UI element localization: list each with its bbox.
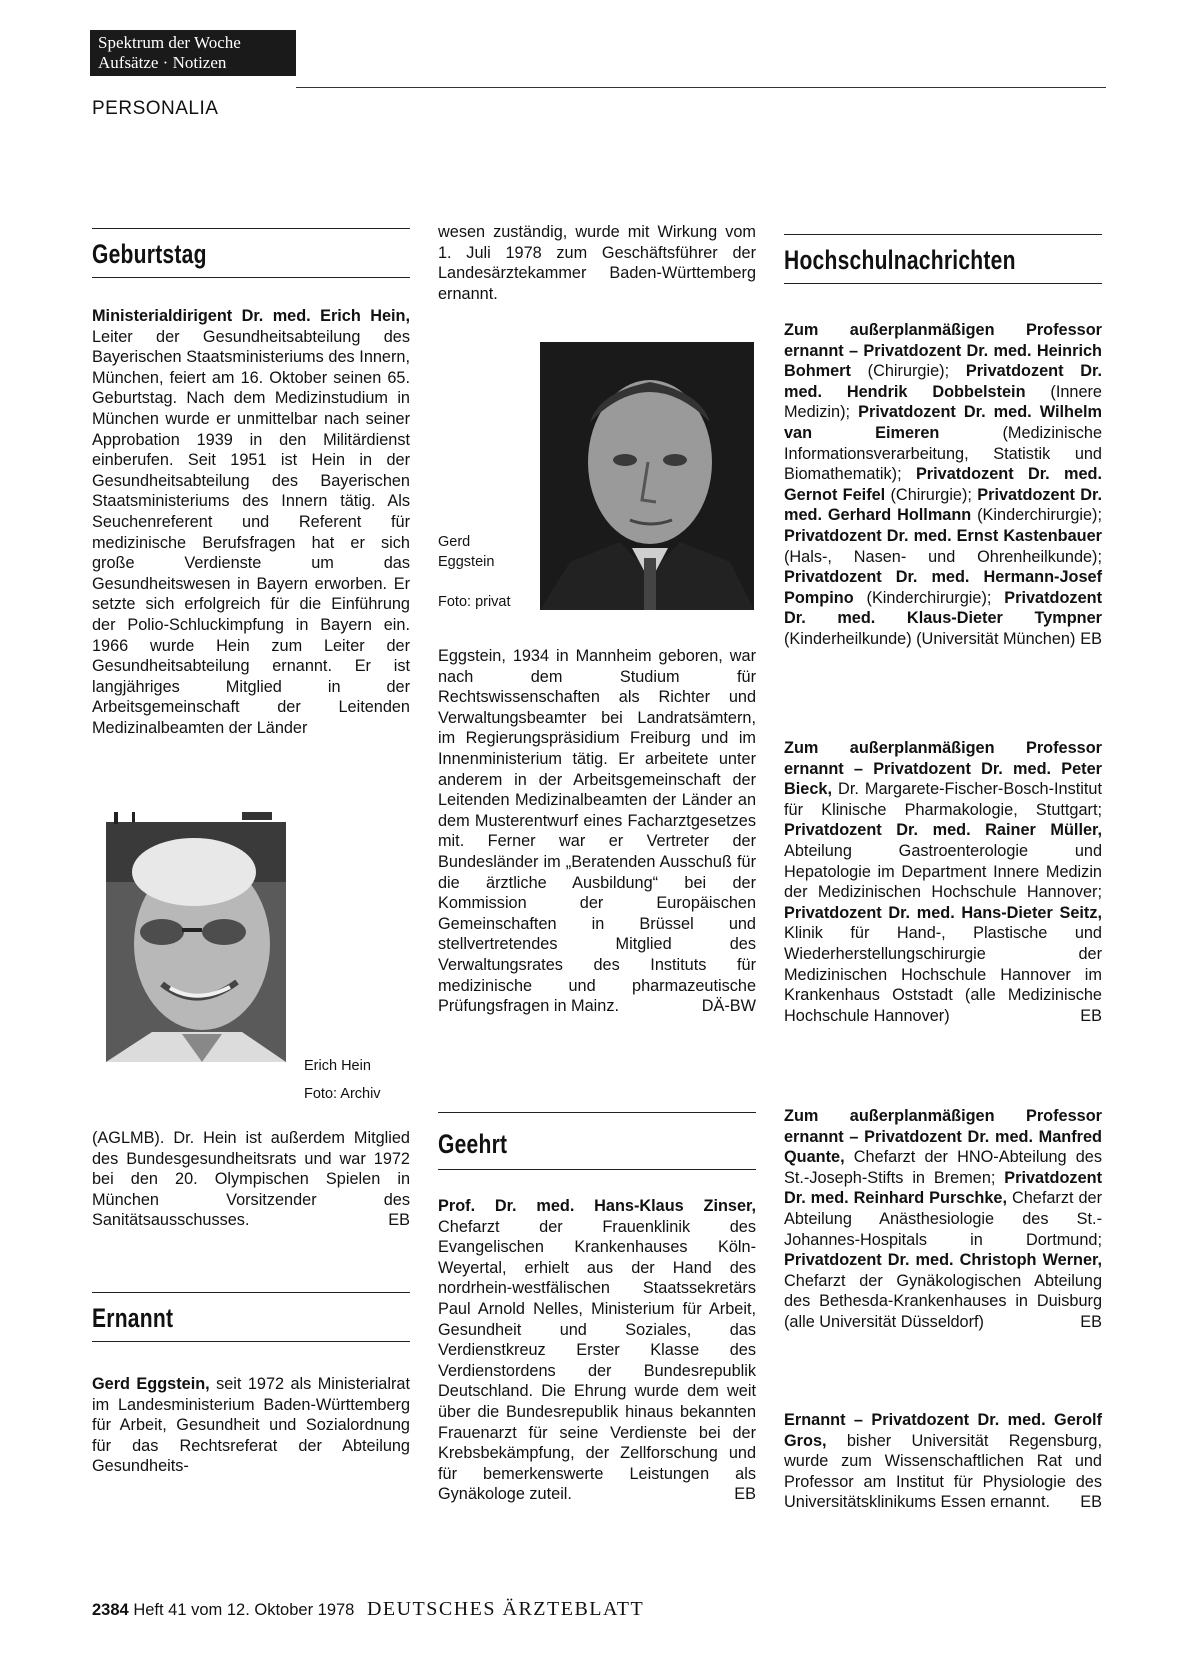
geburtstag-signature: EB bbox=[388, 1211, 410, 1230]
hochschul-paragraph-2: Zum außerplanmäßigen Professor ernannt – Privatdozent Dr. med. Peter Bieck, Dr. Margarete-Fischer-Bosch-Institut für Klinische Pharmakologie, Stuttgart; Privatdozent Dr. med. Rainer Müller, Abteilung Gastroenterologie und Hepatologie im Department Innere Medizin der Medizinischen Hochschule Hannover; Privatdozent Dr. med. Hans-Dieter Seitz, Klinik für Hand-, Plastische und Wiederherstellungschirurgie der Medizinischen Hochschule Hannover im Krankenhaus Oststadt (alle Medizinische Hochschule Hannover) EB bbox=[784, 739, 1102, 1025]
hochschul-paragraph-4: Ernannt – Privatdozent Dr. med. Gerolf Gros, bisher Universität Regensburg, wurde zum Wissenschaftlichen Rat und Professor am Institut für Physiologie des Universitätsklinikums Essen ernannt. EB bbox=[784, 1411, 1102, 1512]
zinser-name: Prof. Dr. med. Hans-Klaus Zinser, bbox=[438, 1197, 756, 1215]
geehrt-paragraph: Prof. Dr. med. Hans-Klaus Zinser, Chefarzt der Frauenklinik des Evangelischen Krankenhauses Köln-Weyertal, erhielt aus der Hand des nordrhein-westfälischen Staatssekretärs Paul Arnold Nelles, Ministerium für Arbeit, Gesundheit und Soziales, das Verdienstkreuz Erster Klasse des Verdienstordens der Bundesrepublik Deutschland. Die Ehrung wurde dem weit über die Bundesrepublik hinaus bekannten Frauenarzt für seine Verdienste bei der Krebsbekämpfung, der Zellforschung und für bemerkenswerte Leistungen als Gynäkologe zuteil. EB bbox=[438, 1197, 756, 1504]
geburtstag-title: Geburtstag bbox=[92, 239, 207, 269]
hochschul-paragraph-3: Zum außerplanmäßigen Professor ernannt – Privatdozent Dr. med. Manfred Quante, Chefarzt der HNO-Abteilung des St.-Joseph-Stifts in Bremen; Privatdozent Dr. med. Reinhard Purschke, Chefarzt der Abteilung Anästhesiologie des St.-Johannes-Hospitals in Dortmund; Privatdozent Dr. med. Christoph Werner, Chefarzt der Gynäkologischen Abteilung des Bethesda-Krankenhauses in Duisburg (alle Universität Düsseldorf) EB bbox=[784, 1107, 1102, 1331]
ernannt-signature: DÄ-BW bbox=[701, 997, 756, 1016]
page-footer bbox=[92, 1598, 644, 1621]
hochschul-signature-4: EB bbox=[1080, 1493, 1102, 1512]
geburtstag-paragraph-1: Ministerialdirigent Dr. med. Erich Hein, Leiter der Gesundheitsabteilung des Bayerischen Staatsministeriums des Innern, München, feiert am 16. Oktober seinen 65. Geburtstag. Nach dem Medizinstudium in München wurde er unmittelbar nach seiner Approbation 1939 in den Militärdienst einberufen. Seit 1951 ist Hein in der Gesundheitsabteilung des Bayerischen Staatsministeriums des Innern tätig. Als Seuchenreferent und Referent für medizinische Berufsfragen hat er sich große Verdienste um das Gesundheitswesen in Bayern erworben. Er setzte sich erfolgreich für die Einführung der Polio-Schluckimpfung in Bayern ein. 1966 wurde Hein zum Leiter der Gesundheitsabteilung ernannt. Er ist langjähriges Mitglied in der Arbeitsgemeinschaft der Leitenden Medizinalbeamten der Länder bbox=[92, 307, 410, 737]
eggstein-caption-credit: Foto: privat bbox=[438, 594, 511, 610]
header-line-1: Spektrum der Woche bbox=[98, 33, 241, 52]
eggstein-caption-first-name: Gerd bbox=[438, 534, 471, 550]
erich-hein-caption-name: Erich Hein bbox=[304, 1058, 371, 1074]
section-label: PERSONALIA bbox=[92, 98, 219, 119]
hochschul-signature-1: EB bbox=[1080, 629, 1102, 648]
geehrt-signature: EB bbox=[734, 1485, 756, 1504]
erich-hein-photo bbox=[92, 812, 292, 1062]
geburtstag-paragraph-2: (AGLMB). Dr. Hein ist außerdem Mitglied des Bundesgesundheitsrats und war 1972 bei den 20. Olympischen Spielen in München Vorsitzender des Sanitätsausschusses. EB bbox=[92, 1129, 410, 1230]
ernannt-heading bbox=[92, 1292, 410, 1342]
issue-info: Heft 41 vom 12. Oktober 1978 bbox=[133, 1601, 355, 1619]
hochschul-signature-2: EB bbox=[1080, 1006, 1102, 1025]
header-rule bbox=[296, 87, 1106, 88]
erich-hein-name: Ministerialdirigent Dr. med. Erich Hein, bbox=[92, 307, 410, 325]
geburtstag-heading bbox=[92, 228, 410, 278]
hochschul-heading bbox=[784, 234, 1102, 284]
hochschul-signature-3: EB bbox=[1080, 1312, 1102, 1331]
erich-hein-caption-credit: Foto: Archiv bbox=[304, 1086, 381, 1102]
ernannt-paragraph-1: Gerd Eggstein, seit 1972 als Ministerialrat im Landesministerium Baden-Württemberg für Arbeit, Gesundheit und Sozialordnung für das Rechtsreferat der Abteilung Gesundheits- bbox=[92, 1375, 410, 1476]
hochschul-paragraph-1: Zum außerplanmäßigen Professor ernannt – Privatdozent Dr. med. Heinrich Bohmert (Chirurgie); Privatdozent Dr. med. Hendrik Dobbelstein (Innere Medizin); Privatdozent Dr. med. Wilhelm van Eimeren (Medizinische Informationsverarbeitung, Statistik und Biomathematik); Privatdozent Dr. med. Gernot Feifel (Chirurgie); Privatdozent Dr. med. Gerhard Hollmann (Kinderchirurgie); Privatdozent Dr. med. Ernst Kastenbauer (Hals-, Nasen- und Ohrenheilkunde); Privatdozent Dr. med. Hermann-Josef Pompino (Kinderchirurgie); Privatdozent Dr. med. Klaus-Dieter Tympner (Kinderheilkunde) (Universität München) EB bbox=[784, 321, 1103, 648]
ernannt-paragraph-1-continued: wesen zuständig, wurde mit Wirkung vom 1. Juli 1978 zum Geschäftsführer der Landesärztekammer Baden-Württemberg ernannt. bbox=[438, 223, 756, 303]
gerd-eggstein-name: Gerd Eggstein, bbox=[92, 1375, 210, 1393]
eggstein-caption-last-name: Eggstein bbox=[438, 554, 495, 570]
hochschul-title: Hochschulnachrichten bbox=[784, 245, 1016, 275]
magazine-name: DEUTSCHES ÄRZTEBLATT bbox=[366, 1598, 645, 1620]
magazine-section-box bbox=[90, 30, 296, 76]
page-number: 2384 bbox=[92, 1601, 129, 1619]
geehrt-title: Geehrt bbox=[438, 1129, 508, 1159]
ernannt-title: Ernannt bbox=[92, 1303, 174, 1333]
geehrt-heading bbox=[438, 1112, 756, 1170]
header-line-2: Aufsätze · Notizen bbox=[98, 53, 227, 72]
gerd-eggstein-photo bbox=[540, 342, 754, 610]
ernannt-paragraph-2: Eggstein, 1934 in Mannheim geboren, war nach dem Studium für Rechtswissenschaften als Richter und Verwaltungsbeamter bei Landratsämtern, im Regierungspräsidium Freiburg und im Innenministerium tätig. Er arbeitete unter anderem in der Arbeitsgemeinschaft der Leitenden Medizinalbeamten der Länder an dem Musterentwurf eines Facharztgesetzes mit. Ferner war er Vertreter der Bundesländer im „Beratenden Ausschuß für die ärztliche Ausbildung“ bei der Kommission der Europäischen Gemeinschaften in Brüssel und stellvertretendes Mitglied des Verwaltungsrates des Instituts für medizinische und pharmazeutische Prüfungsfragen in Mainz. DÄ-BW bbox=[438, 647, 756, 1016]
